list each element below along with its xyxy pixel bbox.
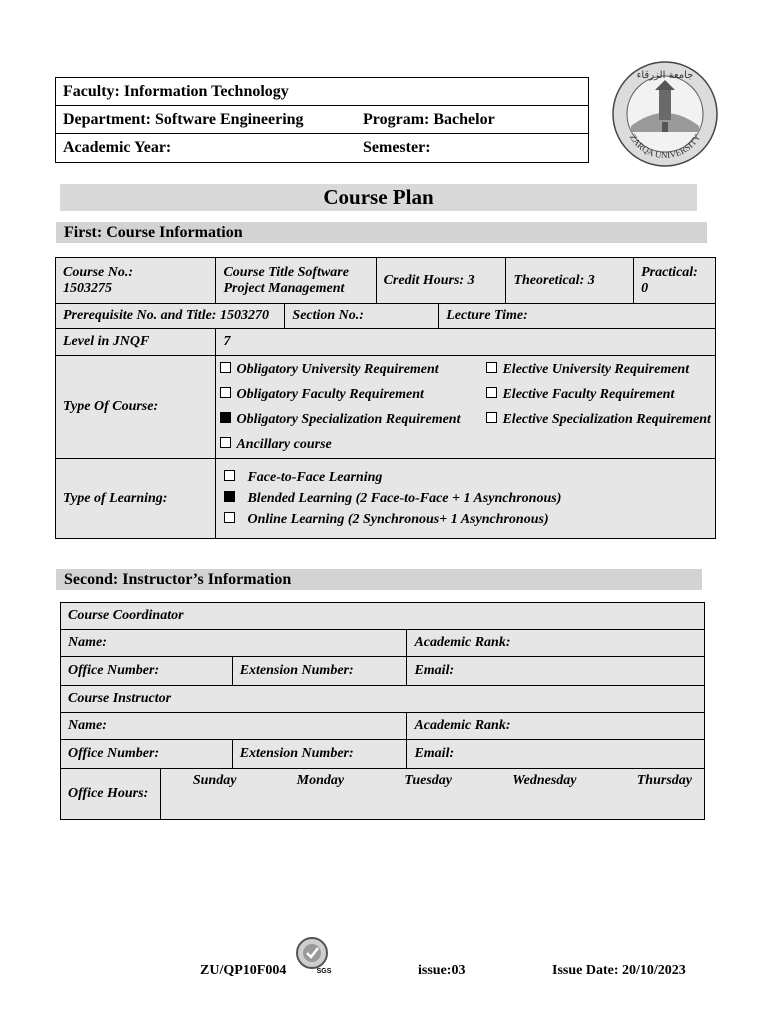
day-sunday: Sunday	[192, 773, 237, 788]
checkbox-filled-icon[interactable]	[220, 412, 231, 423]
credit-hours: Credit Hours: 3	[376, 258, 506, 304]
coordinator-name-row	[61, 630, 705, 657]
option-ancillary[interactable]: Ancillary course	[220, 432, 331, 457]
course-title-label: Course Title Software	[223, 264, 349, 280]
practical-hours: Practical: 0	[634, 258, 716, 304]
coordinator-office-number: Office Number:	[61, 657, 233, 686]
checkbox-filled-icon[interactable]	[224, 491, 235, 502]
instructor-info-table	[60, 602, 705, 820]
type-of-course-options	[216, 356, 715, 459]
prereq-row	[56, 304, 716, 329]
option-obligatory-university[interactable]: Obligatory University Requirement	[220, 357, 438, 382]
program-text: Program: Bachelor	[363, 110, 495, 128]
option-elective-university[interactable]: Elective University Requirement	[486, 357, 689, 382]
header-info-box	[55, 77, 589, 163]
issue-number: issue:03	[418, 963, 466, 978]
checkbox-empty-icon[interactable]	[486, 387, 497, 398]
office-hours-days	[160, 769, 704, 820]
department-row	[56, 106, 588, 134]
section-heading-course-info: First: Course Information	[56, 222, 707, 243]
instructor-office-number: Office Number:	[61, 740, 233, 769]
sgs-label: SGS	[316, 968, 332, 975]
course-row	[56, 258, 716, 304]
sgs-certification-icon	[291, 936, 335, 976]
option-blended[interactable]: Blended Learning (2 Face-to-Face + 1 Asynchronous)	[224, 488, 561, 509]
instructor-heading: Course Instructor	[61, 686, 705, 713]
instructor-name: Name:	[61, 713, 407, 740]
faculty-text: Faculty: Information Technology	[63, 82, 289, 100]
office-hours-row	[61, 769, 705, 820]
faculty-row	[56, 78, 588, 106]
page-title: Course Plan	[60, 184, 697, 211]
theoretical-hours: Theoretical: 3	[506, 258, 634, 304]
day-thursday: Thursday	[636, 773, 692, 788]
checkbox-empty-icon[interactable]	[220, 387, 231, 398]
type-of-learning-row	[56, 459, 716, 539]
department-text: Department: Software Engineering	[63, 110, 304, 128]
instructor-academic-rank: Academic Rank:	[407, 713, 705, 740]
instructor-row	[61, 686, 705, 713]
level-row	[56, 329, 716, 356]
option-obligatory-specialization[interactable]: Obligatory Specialization Requirement	[220, 407, 460, 432]
day-wednesday: Wednesday	[512, 773, 577, 788]
document-code: ZU/QP10F004	[200, 963, 287, 978]
academic-year-text: Academic Year:	[63, 139, 172, 156]
section-heading-instructor-info: Second: Instructor’s Information	[56, 569, 702, 590]
instructor-office-row	[61, 740, 705, 769]
type-of-learning-label: Type of Learning:	[56, 459, 216, 539]
level-value: 7	[216, 329, 715, 356]
instructor-name-row	[61, 713, 705, 740]
course-no-value: 1503275	[63, 280, 112, 296]
seal-arabic-text: جامعة الزرقاء	[636, 70, 694, 81]
coordinator-row	[61, 603, 705, 630]
instructor-email: Email:	[407, 740, 705, 769]
coordinator-heading: Course Coordinator	[61, 603, 705, 630]
lecture-time: Lecture Time:	[439, 304, 716, 329]
coordinator-extension-number: Extension Number:	[232, 657, 407, 686]
coordinator-email: Email:	[407, 657, 705, 686]
section-no: Section No.:	[285, 304, 439, 329]
option-elective-faculty[interactable]: Elective Faculty Requirement	[486, 382, 674, 407]
type-of-course-row	[56, 356, 716, 459]
university-seal-icon	[611, 60, 719, 168]
level-label: Level in JNQF	[56, 329, 216, 356]
checkbox-empty-icon[interactable]	[224, 470, 235, 481]
checkbox-empty-icon[interactable]	[486, 412, 497, 423]
course-title-cell	[216, 258, 376, 304]
day-monday: Monday	[296, 773, 345, 788]
semester-text: Semester:	[363, 139, 431, 156]
coordinator-academic-rank: Academic Rank:	[407, 630, 705, 657]
seal-latin-text: ZARQA UNIVERSITY	[627, 132, 703, 161]
option-face-to-face[interactable]: Face-to-Face Learning	[224, 467, 382, 488]
instructor-extension-number: Extension Number:	[232, 740, 407, 769]
course-no-cell	[56, 258, 216, 304]
prerequisite: Prerequisite No. and Title: 1503270	[56, 304, 285, 329]
course-no-label: Course No.:	[63, 264, 134, 280]
checkbox-empty-icon[interactable]	[486, 362, 497, 373]
day-tuesday: Tuesday	[404, 773, 453, 788]
type-of-course-label: Type Of Course:	[56, 356, 216, 459]
course-title-value: Project Management	[223, 280, 345, 296]
academic-year-row	[56, 134, 588, 162]
coordinator-name: Name:	[61, 630, 407, 657]
option-elective-specialization[interactable]: Elective Specialization Requirement	[486, 407, 710, 432]
coordinator-office-row	[61, 657, 705, 686]
course-info-table	[55, 257, 716, 539]
type-of-learning-options	[216, 459, 715, 539]
option-obligatory-faculty[interactable]: Obligatory Faculty Requirement	[220, 382, 423, 407]
issue-date: Issue Date: 20/10/2023	[552, 963, 686, 978]
checkbox-empty-icon[interactable]	[220, 362, 231, 373]
checkbox-empty-icon[interactable]	[224, 512, 235, 523]
office-hours-label: Office Hours:	[61, 769, 161, 820]
option-online[interactable]: Online Learning (2 Synchronous+ 1 Asynchronous)	[224, 509, 548, 530]
checkbox-empty-icon[interactable]	[220, 437, 231, 448]
